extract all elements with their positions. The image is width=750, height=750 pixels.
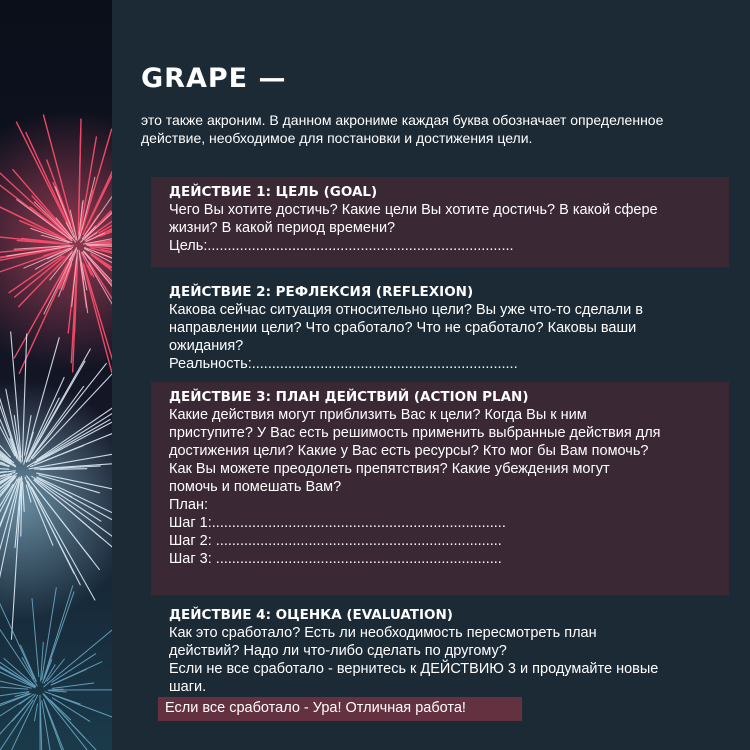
step-3-heading: ДЕЙСТВИЕ 3: ПЛАН ДЕЙСТВИЙ (ACTION PLAN) — [169, 389, 529, 405]
intro-text: это также акроним. В данном акрониме каждая буква обозначает определенное действие, необходимое для постановки и достижения цели. — [141, 112, 664, 146]
step-2-line-2: направлении цели? Что сработало? Что не сработало? Каковы ваши — [169, 320, 637, 336]
page-title: GRAPE — — [141, 63, 287, 94]
step-3-line-3: достижения цели? Какие у Вас есть ресурсы? Кто мог бы Вам помочь? — [169, 443, 649, 459]
step-2-line-3: ожидания? — [169, 338, 244, 354]
step-3-block — [151, 382, 729, 595]
reality-field-line: Реальность:.................................................................. — [169, 356, 518, 372]
plan-step-3-line: Шаг 3: ....................................................................... — [169, 551, 502, 567]
step-4-line-2: действий? Надо ли что-либо сделать по другому? — [169, 643, 507, 659]
step-3-line-4: Как Вы можете преодолеть препятствия? Какие убеждения могут — [169, 461, 610, 477]
step-2-block — [151, 277, 729, 377]
step-1-block — [151, 177, 729, 267]
step-3-line-1: Какие действия могут приблизить Вас к цели? Когда Вы к ним — [169, 407, 587, 423]
step-4-line-1: Как это сработало? Есть ли необходимость пересмотреть план — [169, 625, 597, 641]
step-1-heading: ДЕЙСТВИЕ 1: ЦЕЛЬ (GOAL) — [169, 184, 378, 200]
step-1-line-2: жизни? В какой период времени? — [169, 220, 396, 236]
fireworks-photo — [0, 0, 112, 750]
goal-field-line: Цель:............................................................................ — [169, 238, 514, 254]
plan-step-1-line: Шаг 1:......................................................................... — [169, 515, 506, 531]
step-2-heading: ДЕЙСТВИЕ 2: РЕФЛЕКСИЯ (REFLEXION) — [169, 284, 474, 300]
step-3-line-5: помочь и помешать Вам? — [169, 479, 342, 495]
step-4-line-4: шаги. — [169, 679, 207, 695]
final-note-highlight: Если все сработало - Ура! Отличная работа! — [158, 697, 522, 721]
step-4-heading: ДЕЙСТВИЕ 4: ОЦЕНКА (EVALUATION) — [169, 607, 453, 623]
plan-label: План: — [169, 497, 208, 513]
step-4-line-3: Если не все сработало - вернитесь к ДЕЙСТВИЮ 3 и продумайте новые — [169, 661, 659, 677]
step-1-line-1: Чего Вы хотите достичь? Какие цели Вы хотите достичь? В какой сфере — [169, 202, 658, 218]
step-2-line-1: Какова сейчас ситуация относительно цели? Вы уже что-то сделали в — [169, 302, 643, 318]
plan-step-2-line: Шаг 2: ....................................................................... — [169, 533, 502, 549]
step-3-line-2: приступите? У Вас есть решимость применить выбранные действия для — [169, 425, 661, 441]
